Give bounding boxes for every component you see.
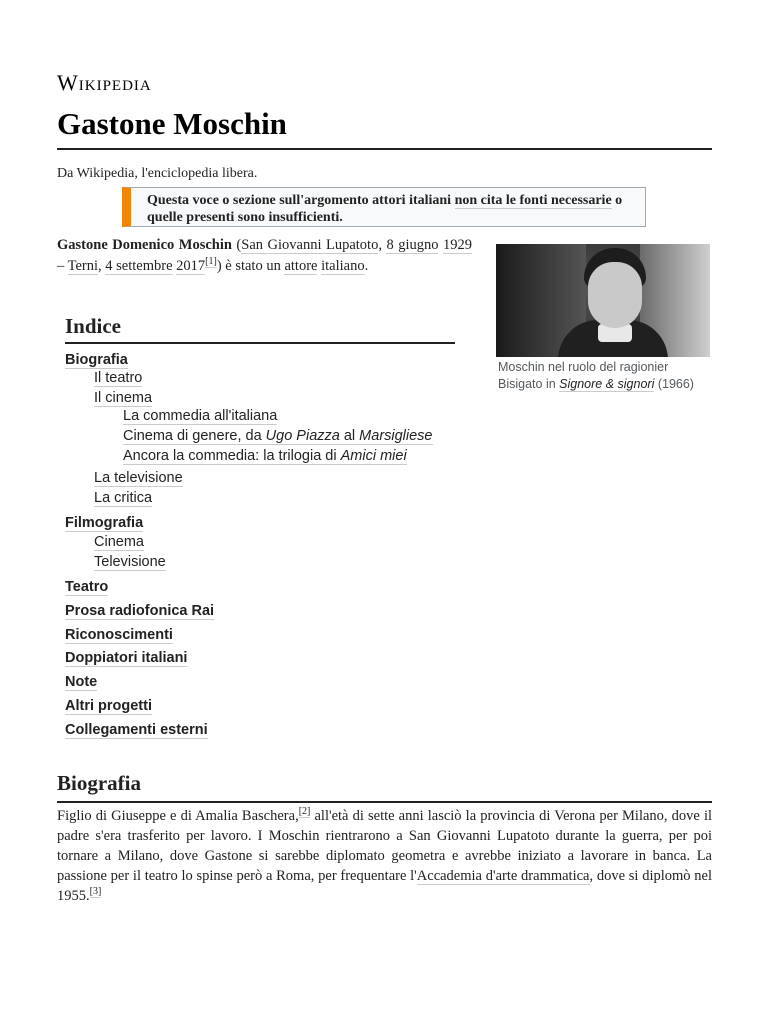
- caption-year: (1966): [654, 377, 694, 391]
- ref-1[interactable]: [1]: [205, 256, 217, 268]
- toc-title: Indice: [65, 314, 455, 344]
- toc-link[interactable]: Doppiatori italiani: [65, 650, 188, 666]
- toc-link[interactable]: Cinema: [94, 534, 144, 550]
- toc-link[interactable]: Ancora la commedia: la trilogia di Amici miei: [123, 448, 407, 464]
- toc-link[interactable]: Riconoscimenti: [65, 627, 173, 643]
- toc-link[interactable]: Teatro: [65, 579, 109, 595]
- infobox: [496, 244, 710, 393]
- lead-paragraph: [57, 235, 472, 277]
- toc-item[interactable]: [65, 579, 108, 595]
- para-text: , dove si diplomò nel 1955.: [57, 868, 712, 904]
- toc-item[interactable]: [94, 470, 183, 486]
- toc-item[interactable]: [94, 370, 142, 386]
- link-deathplace[interactable]: Terni: [67, 258, 99, 274]
- link-nationality[interactable]: italiano: [321, 258, 365, 274]
- toc-item[interactable]: [65, 352, 128, 368]
- toc-item[interactable]: [65, 722, 208, 738]
- toc-link[interactable]: Prosa radiofonica Rai: [65, 603, 215, 619]
- toc-link[interactable]: Cinema di genere, da Ugo Piazza al Marsigliese: [123, 428, 433, 444]
- toc-item[interactable]: [94, 534, 144, 550]
- biografia-paragraph: [57, 806, 712, 906]
- lead-text: (: [231, 237, 242, 253]
- toc-item[interactable]: [65, 627, 173, 643]
- lead-text: ,: [98, 258, 106, 274]
- link-deathdate[interactable]: 4 settembre: [105, 258, 173, 274]
- ref-3[interactable]: [3]: [89, 886, 102, 898]
- notice-text-end: o quelle presenti sono insufficienti.: [147, 193, 623, 225]
- table-of-contents: [65, 314, 455, 738]
- link-deathyear[interactable]: 2017: [176, 258, 206, 274]
- ref-2[interactable]: [2]: [298, 806, 311, 818]
- lead-text: .: [364, 258, 369, 274]
- toc-item[interactable]: [94, 554, 166, 570]
- section-heading-biografia: Biografia: [57, 771, 712, 803]
- notice-link[interactable]: non cita le fonti necessarie: [454, 193, 612, 208]
- toc-link[interactable]: Filmografia: [65, 515, 144, 531]
- link-role[interactable]: attore: [284, 258, 318, 274]
- link-accademia[interactable]: Accademia d'arte drammatica: [416, 868, 590, 884]
- toc-item[interactable]: [65, 650, 187, 666]
- toc-link[interactable]: Altri progetti: [65, 698, 152, 714]
- toc-link[interactable]: Biografia: [65, 352, 128, 368]
- caption-film-link[interactable]: Signore & signori: [559, 377, 655, 391]
- tagline: Da Wikipedia, l'enciclopedia libera.: [57, 166, 258, 181]
- toc-item[interactable]: [65, 674, 97, 690]
- toc-link[interactable]: Collegamenti esterni: [65, 722, 208, 738]
- toc-link[interactable]: La commedia all'italiana: [123, 408, 278, 424]
- photo-caption: [496, 359, 710, 393]
- toc-item[interactable]: [123, 428, 433, 444]
- toc-link[interactable]: Note: [65, 674, 98, 690]
- wikipedia-logo[interactable]: Wikipedia: [57, 70, 152, 95]
- link-birthyear[interactable]: 1929: [442, 237, 472, 253]
- notice-text: Questa voce o sezione sull'argomento attori italiani: [147, 193, 455, 208]
- lead-text: ,: [378, 237, 387, 253]
- toc-item[interactable]: [94, 490, 152, 506]
- link-birthplace[interactable]: San Giovanni Lupatoto: [241, 237, 379, 253]
- toc-item[interactable]: [123, 448, 407, 464]
- toc-item[interactable]: [94, 390, 152, 406]
- toc-item[interactable]: [65, 515, 143, 531]
- toc-link[interactable]: La critica: [94, 490, 153, 506]
- para-text: Figlio di Giuseppe e di Amalia Baschera,: [57, 808, 299, 824]
- toc-item[interactable]: [123, 408, 277, 424]
- toc-link[interactable]: Il teatro: [94, 370, 143, 386]
- toc-link[interactable]: La televisione: [94, 470, 183, 486]
- toc-item[interactable]: [65, 603, 214, 619]
- toc-link[interactable]: Televisione: [94, 554, 166, 570]
- para-text: all'età di sette anni lasciò la provincia di Verona per Milano, dove il padre s'era trasferito per lavoro. I Moschin rientrarono a San Giovanni Lupatoto durante la guerra, per poi tornare a Milano, dove Gastone si sarebbe diplomato geometra e avrebbe iniziato a lavorare in banca. La passione per il teatro lo spinse però a Roma, per frequentare l': [57, 808, 712, 884]
- caption-text: Moschin nel ruolo del ragionier Bisigato in: [498, 360, 669, 391]
- lead-text: –: [57, 258, 68, 274]
- link-birthdate[interactable]: 8 giugno: [386, 237, 439, 253]
- toc-link[interactable]: Il cinema: [94, 390, 153, 406]
- sources-notice-box: [122, 187, 646, 227]
- toc-item[interactable]: [65, 698, 152, 714]
- lead-text: ) è stato un: [216, 258, 285, 274]
- portrait-photo[interactable]: [496, 244, 710, 357]
- page-title: Gastone Moschin: [57, 106, 712, 150]
- subject-name: Gastone Domenico Moschin: [57, 237, 232, 253]
